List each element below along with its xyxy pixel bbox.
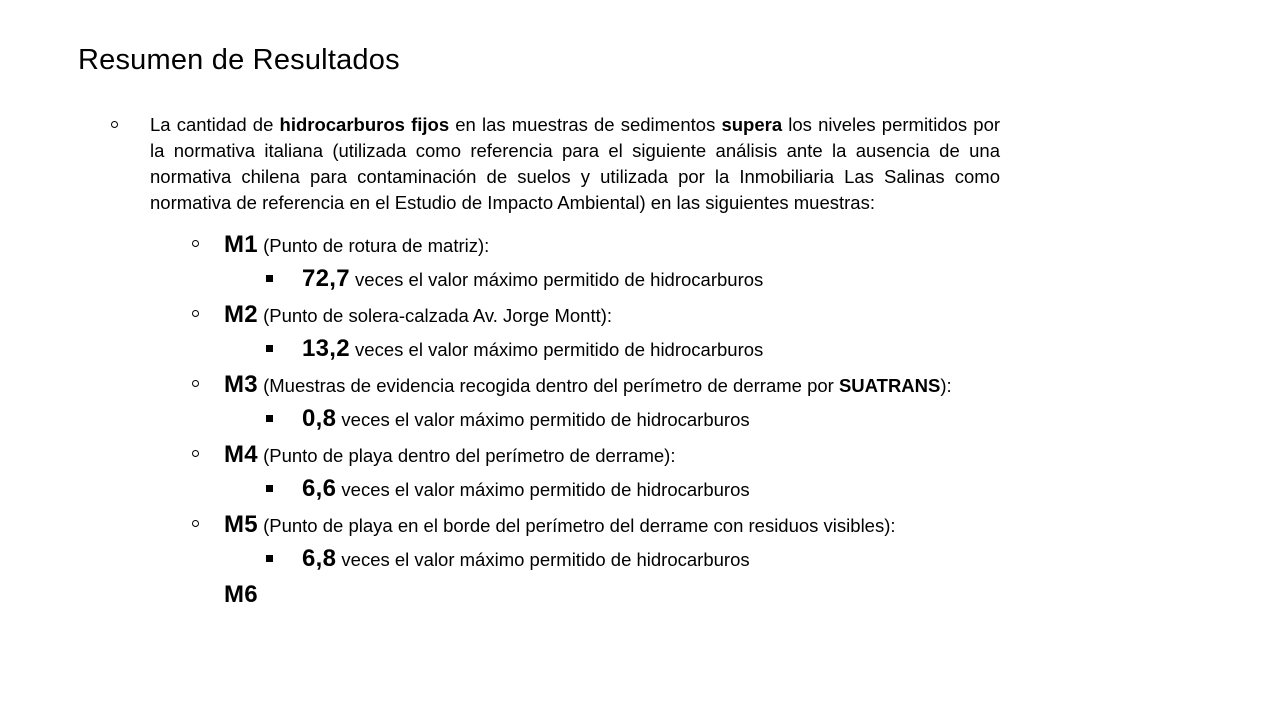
intro-bold2: supera xyxy=(721,114,783,135)
page-title: Resumen de Resultados xyxy=(78,44,400,76)
sample-description: (Punto de playa en el borde del perímetro del derrame con residuos visibles): xyxy=(257,515,896,536)
sample-m1 xyxy=(224,230,1002,260)
list-item xyxy=(78,264,1008,294)
intro-paragraph xyxy=(150,112,1000,216)
sample-value: 72,7 xyxy=(302,265,350,292)
list-item xyxy=(78,510,1008,540)
sample-m5-value xyxy=(268,544,1042,574)
intro-part3: los niveles permitidos por la normativa italiana (utilizada como referencia para el siguiente análisis ante la ausencia de una normativa chilena para contaminación de suelos y utilizada por la Inmobiliaria Las Salinas como normativa de referencia en el Estudio de Impacto Ambiental) en las siguientes muestras: xyxy=(150,114,1001,213)
list-item xyxy=(78,440,1008,470)
list-item xyxy=(78,474,1008,504)
sample-value-text: veces el valor máximo permitido de hidrocarburos xyxy=(336,549,750,570)
sample-value: 6,6 xyxy=(302,475,337,502)
intro-bold1: hidrocarburos fijos xyxy=(279,114,450,135)
bullet-square-icon xyxy=(266,555,273,562)
sample-m3-value xyxy=(268,404,1042,434)
sample-value-text: veces el valor máximo permitido de hidrocarburos xyxy=(349,269,764,290)
bullet-square-icon xyxy=(266,415,273,422)
sample-value: 0,8 xyxy=(302,405,337,432)
intro-part2: en las muestras de sedimentos xyxy=(449,114,722,135)
bullet-square-icon xyxy=(266,485,273,492)
slide-body xyxy=(78,112,1008,608)
sample-value: 6,8 xyxy=(302,545,337,572)
list-item xyxy=(78,370,1008,400)
bullet-square-icon xyxy=(266,275,273,282)
bullet-circle-icon xyxy=(192,240,199,247)
sample-description: (Punto de playa dentro del perímetro de derrame): xyxy=(257,445,676,466)
intro-part1: La cantidad de xyxy=(150,114,280,135)
sample-description-bold: SUATRANS xyxy=(838,375,941,396)
sample-m4-value xyxy=(268,474,1042,504)
sample-description-tail: ): xyxy=(940,375,952,396)
list-item xyxy=(78,404,1008,434)
list-item xyxy=(78,112,1008,216)
list-item xyxy=(78,230,1008,260)
sample-m5 xyxy=(224,510,1002,540)
bullet-square-icon xyxy=(266,345,273,352)
sample-code: M6 xyxy=(224,581,258,608)
sample-value-text: veces el valor máximo permitido de hidrocarburos xyxy=(336,409,750,430)
sample-m3 xyxy=(224,370,1002,400)
sample-m1-value xyxy=(268,264,1042,294)
bullet-circle-icon xyxy=(192,380,199,387)
sample-m2 xyxy=(224,300,1002,330)
bullet-circle-icon xyxy=(192,520,199,527)
sample-value-text: veces el valor máximo permitido de hidrocarburos xyxy=(336,479,750,500)
list-item-cutoff xyxy=(78,580,1008,608)
bullet-circle-icon xyxy=(111,121,118,128)
sample-description: (Muestras de evidencia recogida dentro del perímetro de derrame por xyxy=(257,375,839,396)
sample-code: M4 xyxy=(224,441,258,468)
sample-m2-value xyxy=(268,334,1042,364)
sample-description: (Punto de rotura de matriz): xyxy=(257,235,490,256)
sample-description: (Punto de solera-calzada Av. Jorge Montt): xyxy=(257,305,613,326)
list-item xyxy=(78,544,1008,574)
bullet-circle-icon xyxy=(192,310,199,317)
sample-code: M2 xyxy=(224,301,258,328)
list-item xyxy=(78,334,1008,364)
sample-code: M1 xyxy=(224,231,258,258)
sample-value-text: veces el valor máximo permitido de hidrocarburos xyxy=(349,339,764,360)
bullet-circle-icon xyxy=(192,450,199,457)
sample-value: 13,2 xyxy=(302,335,350,362)
sample-code: M5 xyxy=(224,511,258,538)
sample-m4 xyxy=(224,440,1002,470)
sample-code: M3 xyxy=(224,371,258,398)
list-item xyxy=(78,300,1008,330)
